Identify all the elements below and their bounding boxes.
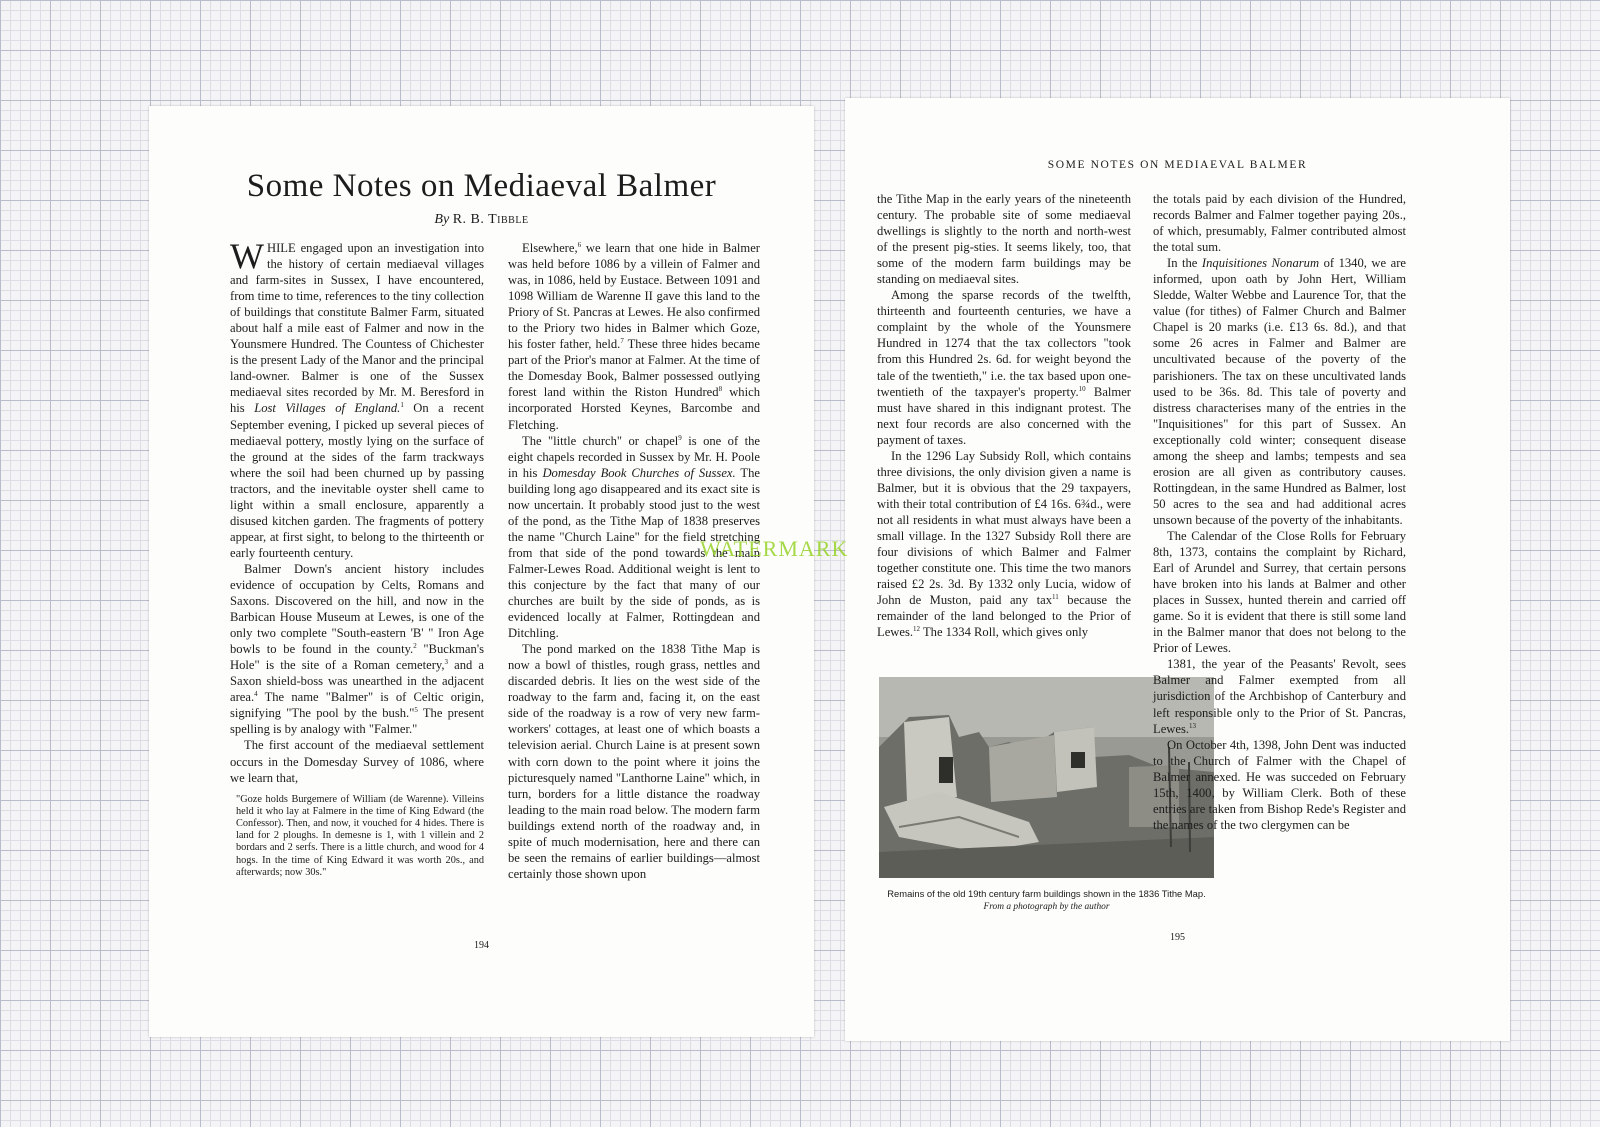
footnote-ref: 8 [718,385,723,394]
running-head: SOME NOTES ON MEDIAEVAL BALMER [1047,159,1308,171]
paragraph: The first account of the mediaeval settlement occurs in the Domesday Survey of 1086, where we learn that, [230,738,484,785]
paragraph: the totals paid by each division of the Hundred, records Balmer and Falmer together paying 20s., of which, presumably, Falmer contributed almost the total sum. [1153,192,1406,255]
caption-text: Remains of the old 19th century farm buildings shown in the 1836 Tithe Map. [887,888,1206,899]
paragraph [1153,656,1406,736]
text: we learn that one hide in Balmer was held before 1086 by a villein of Falmer and was, in 1086, held by Eustace. Between 1091 and 1098 William de Warenne II gave this land to the Priory of St. Pancras at Lewes. He also confirmed to the Priory two hides in Balmer which Goze, his foster father, held. [508,241,760,352]
book-title: Domesday Book Churches of Sussex. [542,465,736,480]
text: Among the sparse records of the twelfth, thirteenth and fourteenth centuries, we have a complaint by the whole of the Younsmere Hundred in 1274 that the tax collectors "took from this Hundred 2s. 6d. for weight beyond the tale of the twentieth," i.e. the tax based upon one-twentieth of the taxpayer's property. [877,288,1131,399]
record-title: Inquisitiones Nonarum [1201,256,1320,271]
paragraph: the Tithe Map in the early years of the nineteenth century. The probable site of some mediaeval dwellings is slightly to the north and north-west of the present pig-sties. It seems likely, too, that some of the modern farm buildings may be standing on mediaeval sites. [877,192,1131,287]
right-column-1 [877,191,1131,640]
text: In the 1296 Lay Subsidy Roll, which contains three divisions, the only division given a name is Balmer, but it is obvious that the 29 taxpayers, with their total contribution of £4 16s. 6¾d., were not all residents in what must always have been a small village. In the 1327 Subsidy Roll there are four divisions of which Balmer and Falmer together constitute one. This time the two manors raised £2 2s. 3d. By 1332 only Lucia, widow of John de Muston, paid any tax [877,448,1131,608]
byline-prefix: By [434,212,450,227]
text: In the [1167,256,1202,271]
text: On a recent September evening, I picked up several pieces of mediaeval pottery, mostly lying on the surface of the ground at the sides of the farm trackways where the soil had been churned up by passing tractors, and the inevitable oyster shell came to light within a small enclosure, apparently a disused kitchen garden. The fragments of pottery appear, at first sight, to belong to the thirteenth or early fourteenth century. [230,401,485,560]
footnote-ref: 9 [678,433,682,442]
footnote-ref: 7 [620,337,624,346]
footnote-ref: 11 [1052,592,1059,601]
watermark: WATERMARK [700,536,849,561]
text: Balmer Down's ancient history includes evidence of occupation by Celts, Romans and Saxons. Discovered on the hill, and now in the Barbican House Museum at Lewes, is one of the only two complete "South-eastern 'B' " Iron Age bowls to be found in the county. [230,561,484,657]
text: and a Saxon shield-boss was unearthed in the adjacent area. [230,658,485,705]
paragraph [877,287,1131,447]
footnote-ref: 6 [577,240,582,249]
footnote-ref: 1 [400,401,404,410]
text: HILE engaged upon an investigation into the history of certain mediaeval villages and farm-sites in Sussex, I have encountered, from time to time, references to the tiny collection of buildings that constitute Balmer Farm, situated about half a mile east of Falmer and now in the Younsmere Hundred. The Countess of Chichester is the present Lady of the Manor and the principal land-owner. Balmer is one of the Sussex mediaeval sites recorded by Mr. M. Beresford in his [230,241,484,416]
paragraph [230,561,484,738]
paragraph: On October 4th, 1398, John Dent was inducted to the Church of Falmer with the Chapel of Balmer annexed. He was succeded on February 15th, 1400, by William Clerk. Both of these entries are taken from Bishop Rede's Register and the names of the two clergymen can be [1153,737,1406,832]
text: "Buckman's Hole" is the site of a Roman cemetery, [230,642,484,673]
photo-credit: From a photograph by the author [983,901,1110,912]
domesday-quote: "Goze holds Burgemere of William (de Warenne). Villeins held it who lay at Falmere in the time of King Edward (the Confessor). Then, and now, it vouched for 4 hides. There is land for 2 ploughs. In demesne is 1, with 1 villein and 2 bordars and 2 serfs. There is a little church, and wood for 4 hogs. In the time of King Edward it was worth 20s., and afterwards; now 30s." [236,793,484,878]
left-page [149,106,814,1037]
text: of 1340, we are informed, upon oath by John Hert, William Sledde, Walter Webbe and Laurence Tor, that the value (for tithes) of Falmer Church and Balmer Chapel is 20 marks (i.e. £13 6s. 8d.), and that some 26 acres in Falmer and Balmer are uncultivated because of the poverty of the parishioners. The tax on these uncultivated lands used to be 36s. 8d. This tale of poverty and distress characterises many of the entries in the "Inquisitiones" for this part of Sussex. An exceptionally cold winter; consequent disease among the sheep and lambs; tempests and sea erosion are all given as contributory causes. Rottingdean, in the same Hundred as Balmer, lost 50 acres to the sea and had additional acres unsown because of the poverty of the inhabitants. [1153,256,1406,527]
paragraph [1153,255,1406,528]
left-column-1 [230,236,485,879]
text: The building long ago disappeared and its exact site is now uncertain. It probably stood just to the west of the pond, as the Tithe Map of 1838 preserves the name "Church Laine" for the field stretching from that side of the pond towards the main Falmer-Lewes Road. Additional weight is lent to this conjecture by the fact that many of our churches are built by the side of ponds, as is evidenced locally at Falmer, Rottingdean and Ditchling. [508,465,760,641]
footnote-ref: 5 [414,706,418,715]
drop-cap: W [230,236,264,276]
text: Balmer must have shared in this indignant protest. The next four records are also concerned with the payment of taxes. [877,384,1131,447]
text: The present spelling is by analogy with "Falmer." [230,706,484,737]
text: is one of the eight chapels recorded in Sussex by Mr. H. Poole in his [508,433,760,480]
byline [149,212,814,228]
text: which incorporated Horsted Keynes, Barcombe and Fletching. [508,385,760,432]
text: 1381, the year of the Peasants' Revolt, sees Balmer and Falmer exempted from all jurisdiction of the Archbishop of Canterbury and left responsible only to the Prior of St. Pancras, Lewes. [1153,657,1406,736]
text: Elsewhere, [522,241,578,255]
footnote-ref: 3 [444,658,449,667]
footnote-ref: 2 [413,641,417,650]
paragraph: The pond marked on the 1838 Tithe Map is now a bowl of thistles, rough grass, nettles and discarded debris. It lies on the west side of the roadway to the farm and, facing it, on the east side of the roadway is a row of very new farm-workers' cottages, at least one of which boasts a television aerial. Church Laine is at present sown with corn down to the point where it joins the picturesquely named "Lanthorne Laine" which, in turn, borders for a little distance the roadway leading to the main road below. The modern farm buildings extend north of the roadway and, in spite of much modernisation, here and there can be seen the remains of earlier buildings—almost certainly those shown upon [508,642,760,881]
page-number: 194 [474,940,489,951]
page-number: 195 [1170,932,1185,943]
footnote-ref: 13 [1189,721,1197,730]
text: because the remainder of the land belonged to the Prior of Lewes. [877,593,1132,640]
paragraph [230,236,485,561]
right-page [845,98,1510,1041]
footnote-ref: 12 [913,625,921,634]
paragraph: The Calendar of the Close Rolls for February 8th, 1373, contains the complaint by Richard, Earl of Arundel and Surrey, that certain persons have broken into his lands at Balmer and other places in Sussex, hunted therein and carried off game. So it is evident that there is still some land in the Balmer manor that does not belong to the Prior of Lewes. [1153,528,1406,656]
photo-caption [879,888,1214,913]
text: The 1334 Roll, which gives only [920,625,1089,640]
text: These three hides became part of the Prior's manor at Falmer. At the time of the Domesday Book, Balmer possessed outlying forest land within the Riston Hundred [508,337,760,400]
paragraph [877,448,1131,641]
author-name: R. B. Tibble [452,212,529,227]
article-title: Some Notes on Mediaeval Balmer [246,168,717,204]
footnote-ref: 4 [254,690,258,699]
book-title: Lost Villages of England. [254,401,401,416]
text: The name "Balmer" is of Celtic origin, signifying "The pool by the bush." [230,690,484,721]
paragraph [508,240,760,433]
footnote-ref: 10 [1078,384,1086,393]
right-column-2 [1153,191,1406,833]
text: The "little church" or chapel [522,433,679,448]
